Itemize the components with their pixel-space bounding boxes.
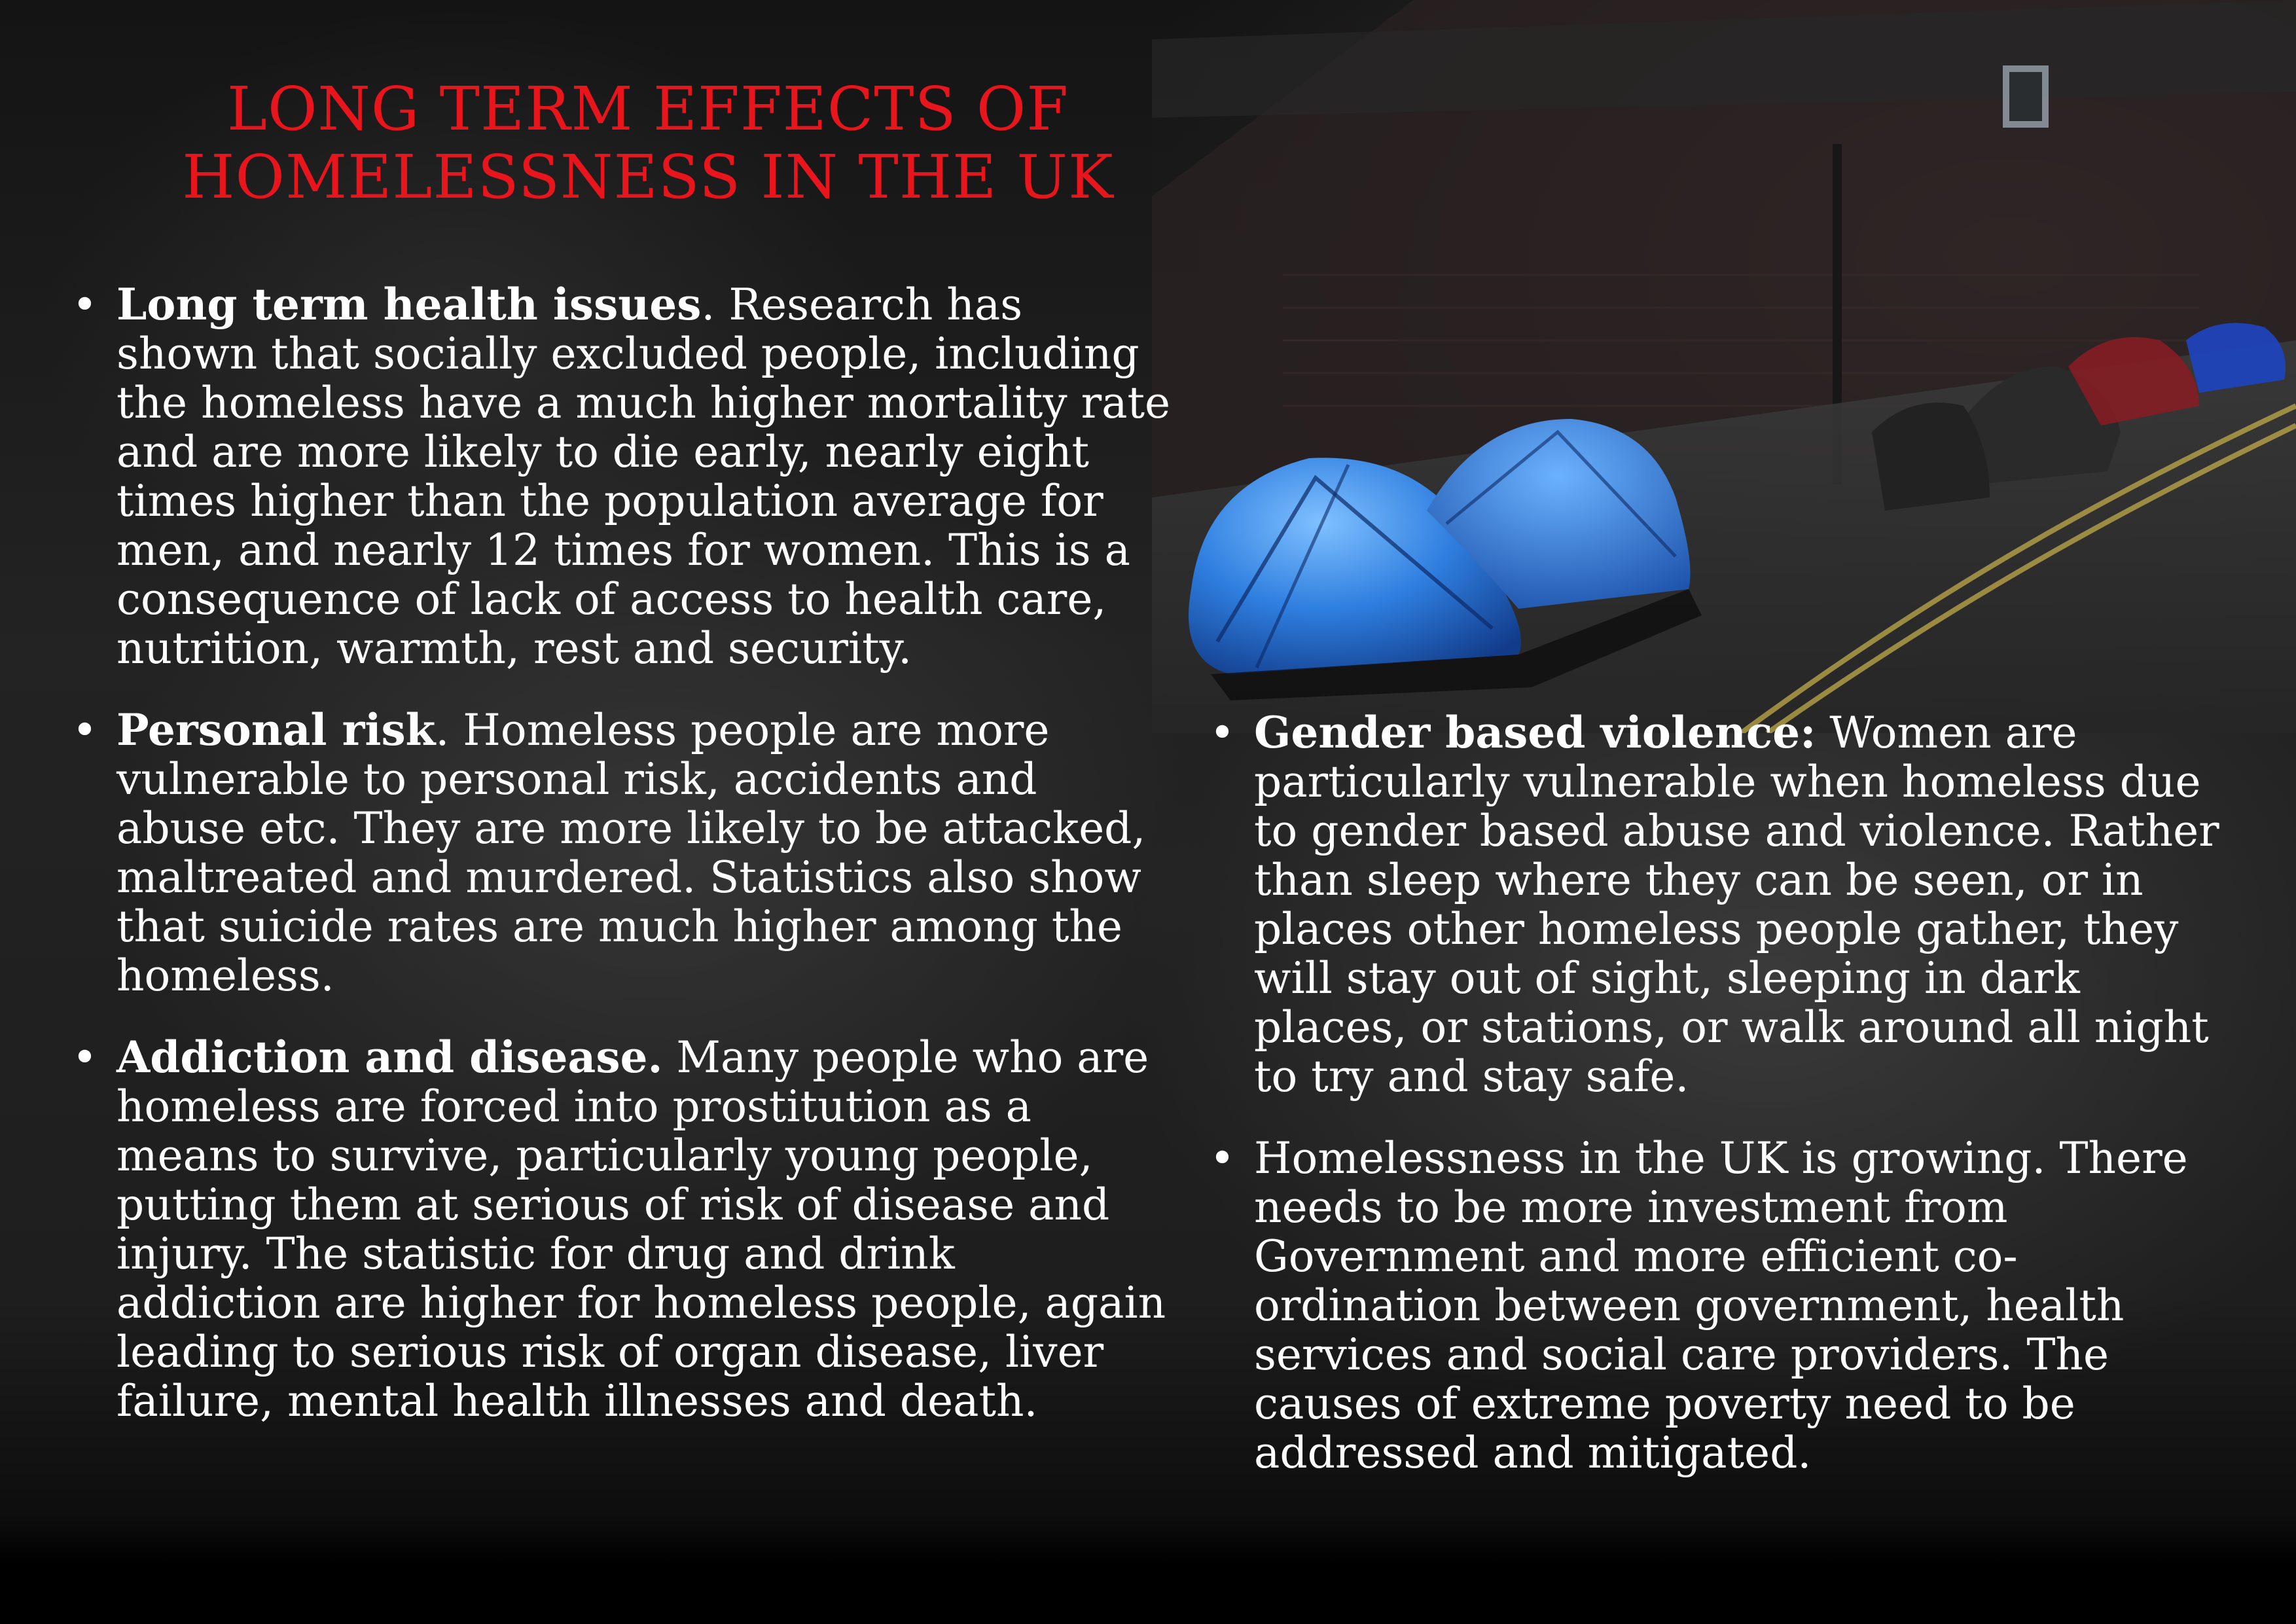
page-title: [98, 75, 1198, 211]
bottom-band: [0, 1519, 2296, 1624]
bullet-text: Women are particularly vulnerable when homeless due to gender based abuse and violence. Rather than sleep where they can be seen, or in places other homeless people gather, they will stay out of sight, sleeping in dark places, or stations, or walk around all night to try and stay safe.: [1254, 708, 2219, 1102]
bullet-icon: •: [1210, 1133, 1235, 1183]
bullet-icon: •: [72, 280, 98, 330]
bullet-lead: Long term health issues: [117, 279, 702, 330]
bullet-text: . Research has shown that socially excluded people, including the homeless have a much higher mortality rate and are more likely to die early, nearly eight times higher than the population average for men, and nearly 12 times for women. This is a consequence of lack of access to health care, nutrition, warmth, rest and security.: [117, 280, 1171, 674]
bullet-health-issues: [65, 280, 1172, 673]
bullet-homelessness-growing: [1203, 1134, 2224, 1477]
bullet-text: Homelessness in the UK is growing. There needs to be more investment from Government and more efficient co-ordination between government, health services and social care providers. The causes of extreme poverty need to be addressed and mitigated.: [1254, 1133, 2188, 1478]
title-line-1: LONG TERM EFFECTS OF: [226, 74, 1069, 144]
title-line-2: HOMELESSNESS IN THE UK: [182, 142, 1114, 212]
bullet-lead: Personal risk: [117, 704, 436, 755]
left-column: [65, 280, 1172, 1458]
bullet-icon: •: [1210, 708, 1235, 758]
bullet-gender-violence: [1203, 708, 2224, 1101]
bullet-addiction-disease: [65, 1033, 1172, 1426]
bullet-personal-risk: [65, 706, 1172, 1000]
street-tents-illustration: [1152, 0, 2296, 733]
bullet-lead: Gender based violence:: [1254, 707, 1816, 758]
bullet-text: Many people who are homeless are forced into prostitution as a means to survive, particularly young people, putting them at serious of risk of disease and injury. The statistic for drug and drink addiction are higher for homeless people, again leading to serious risk of organ disease, liver failure, mental health illnesses and death.: [117, 1032, 1166, 1426]
right-column: [1203, 708, 2224, 1510]
bullet-icon: •: [72, 1032, 98, 1083]
bullet-text: . Homeless people are more vulnerable to personal risk, accidents and abuse etc. They are more likely to be attacked, maltreated and murdered. Statistics also show that suicide rates are much higher among the homeless.: [117, 705, 1146, 1001]
street-tents-image: [1152, 0, 2296, 733]
bullet-icon: •: [72, 705, 98, 755]
bullet-lead: Addiction and disease.: [117, 1032, 663, 1083]
